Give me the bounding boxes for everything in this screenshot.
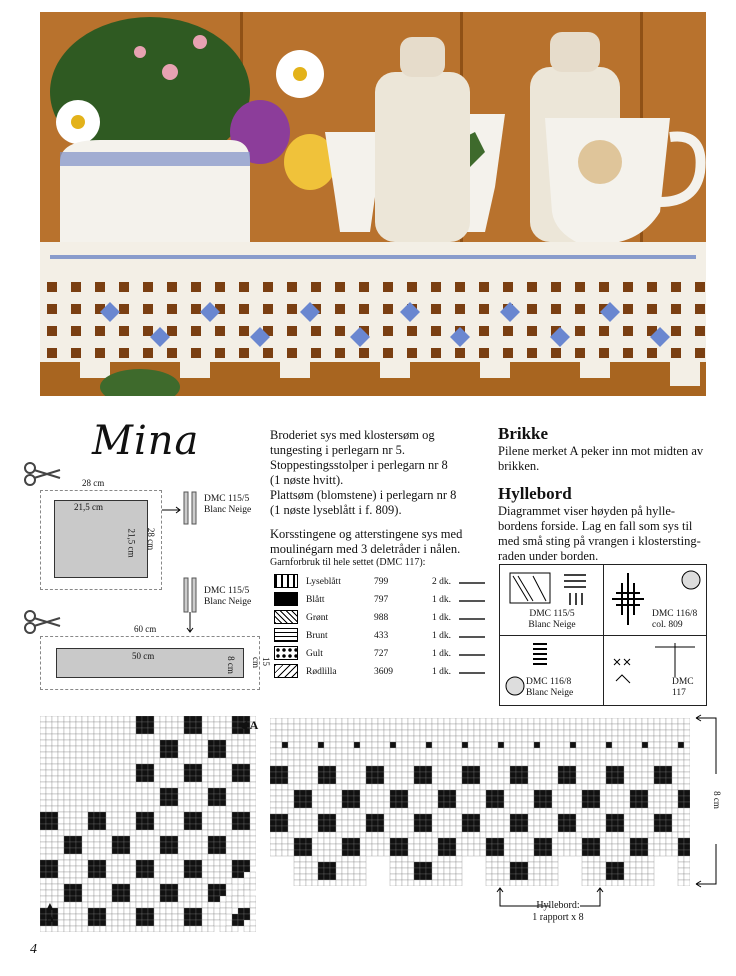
shelf-outer-height: 15 cm bbox=[251, 657, 271, 668]
instructions-column bbox=[498, 424, 718, 564]
intro-line: tungesting i perlegarn nr 5. bbox=[270, 443, 406, 457]
intro-text bbox=[270, 428, 490, 569]
cross-stitch-icon bbox=[612, 651, 642, 691]
stitch-symbol bbox=[274, 592, 298, 606]
hyllebord-text: raden under borden. bbox=[498, 549, 599, 563]
brikke-text: Pilene merket A peker inn mot midten av bbox=[498, 444, 704, 458]
weave-stitch-icon bbox=[530, 641, 550, 669]
scissors-icon bbox=[22, 608, 62, 634]
mat-outer-height: 28 cm bbox=[146, 527, 157, 551]
yarn-row bbox=[270, 627, 489, 645]
chart-height-label: 8 cm bbox=[711, 791, 722, 809]
hyllebord-heading: Hyllebord bbox=[498, 484, 572, 503]
intro-line: (1 nøste lyseblått i f. 809). bbox=[270, 503, 402, 517]
mat-chart bbox=[40, 716, 259, 932]
yarn-row bbox=[270, 573, 489, 591]
yarn-usage-note: Garnforbruk til hele settet (DMC 117): bbox=[270, 557, 426, 568]
yarn-name: Brunt bbox=[306, 631, 328, 641]
thread-sample-icon bbox=[160, 488, 210, 528]
yarn-qty: 1 dk. bbox=[432, 613, 451, 623]
yarn-qty: 2 dk. bbox=[432, 577, 451, 587]
yarn-name: Blått bbox=[306, 595, 325, 605]
arrow-a-bottom: ▲ A bbox=[44, 899, 56, 925]
mat-chart-grid bbox=[40, 716, 259, 932]
intro-line: Plattsøm (blomstene) i perlegarn nr 8 bbox=[270, 488, 457, 502]
legend-label: DMC 116/8 Blanc Neige bbox=[526, 677, 574, 698]
yarn-ball-icon bbox=[680, 569, 702, 591]
hyllebord-text: Diagrammet viser høyden på hylle- bbox=[498, 504, 676, 518]
yarn-code: 797 bbox=[374, 595, 389, 605]
needle-icon bbox=[650, 639, 700, 679]
shelf-thread-label: DMC 115/5 Blanc Neige bbox=[204, 586, 252, 607]
shelf-inner-height: 8 cm bbox=[225, 656, 236, 674]
intro-line: (1 nøste hvitt). bbox=[270, 473, 344, 487]
yarn-table bbox=[270, 573, 489, 681]
mat-thread-label: DMC 115/5 Blanc Neige bbox=[204, 494, 252, 515]
page-title: Mina bbox=[92, 418, 200, 464]
shelf-inner-width: 50 cm bbox=[132, 651, 155, 661]
yarn-row bbox=[270, 645, 489, 663]
shelf-photo-illustration bbox=[40, 12, 706, 396]
intro-line: moulinégarn med 3 deletråder i nålen. bbox=[270, 542, 461, 556]
yarn-qty: 1 dk. bbox=[432, 595, 451, 605]
mat-inner-width: 21,5 cm bbox=[74, 502, 103, 512]
stitch-legend bbox=[499, 564, 707, 706]
legend-label: DMC 117 bbox=[672, 677, 694, 698]
intro-line: Broderiet sys med klostersøm og bbox=[270, 428, 435, 442]
yarn-row bbox=[270, 663, 489, 681]
yarn-name: Grønt bbox=[306, 613, 329, 623]
yarn-code: 3609 bbox=[374, 667, 393, 677]
flower-stitch-icon bbox=[608, 569, 648, 629]
stitch-symbol bbox=[274, 664, 298, 678]
mat-outer-width: 28 cm bbox=[82, 478, 105, 488]
yarn-qty: 1 dk. bbox=[432, 667, 451, 677]
legend-label: DMC 115/5 Blanc Neige bbox=[528, 609, 576, 630]
intro-line: Korsstingene og atterstingene sys med bbox=[270, 527, 463, 541]
hyllebord-text: bordens forside. Lag en fall som sys til bbox=[498, 519, 693, 533]
shelf-chart-grid bbox=[270, 718, 690, 886]
brikke-text: brikken. bbox=[498, 459, 540, 473]
yarn-ball-icon bbox=[504, 675, 526, 697]
yarn-qty: 1 dk. bbox=[432, 631, 451, 641]
repeat-caption: Hyllebord: 1 rapport x 8 bbox=[532, 900, 584, 923]
yarn-row bbox=[270, 609, 489, 627]
brikke-heading: Brikke bbox=[498, 424, 549, 443]
intro-line: Stoppestingsstolper i perlegarn nr 8 bbox=[270, 458, 448, 472]
scissors-icon bbox=[22, 460, 62, 486]
yarn-code: 988 bbox=[374, 613, 389, 623]
page-number: 4 bbox=[30, 942, 37, 957]
shelf-chart bbox=[270, 718, 690, 886]
yarn-name: Gult bbox=[306, 649, 323, 659]
stitch-symbol bbox=[274, 574, 298, 588]
hyllebord-text: med små sting på vrangen i klostersting- bbox=[498, 534, 701, 548]
yarn-code: 727 bbox=[374, 649, 389, 659]
stitch-symbol bbox=[274, 646, 298, 660]
yarn-qty: 1 dk. bbox=[432, 649, 451, 659]
yarn-row bbox=[270, 591, 489, 609]
stitch-symbol bbox=[274, 610, 298, 624]
shelf-diagram bbox=[22, 576, 272, 696]
shelf-outer-width: 60 cm bbox=[134, 624, 157, 634]
mat-inner-height: 21,5 cm bbox=[126, 528, 137, 558]
stitch-symbol bbox=[274, 628, 298, 642]
yarn-name: Rødlilla bbox=[306, 667, 337, 677]
yarn-code: 433 bbox=[374, 631, 389, 641]
shelf-photo bbox=[40, 12, 706, 396]
yarn-code: 799 bbox=[374, 577, 389, 587]
yarn-name: Lyseblått bbox=[306, 577, 341, 587]
satin-stitch-icon bbox=[508, 571, 596, 607]
arrow-a-right: ◀ A bbox=[238, 718, 259, 732]
legend-label: DMC 116/8 col. 809 bbox=[652, 609, 698, 630]
